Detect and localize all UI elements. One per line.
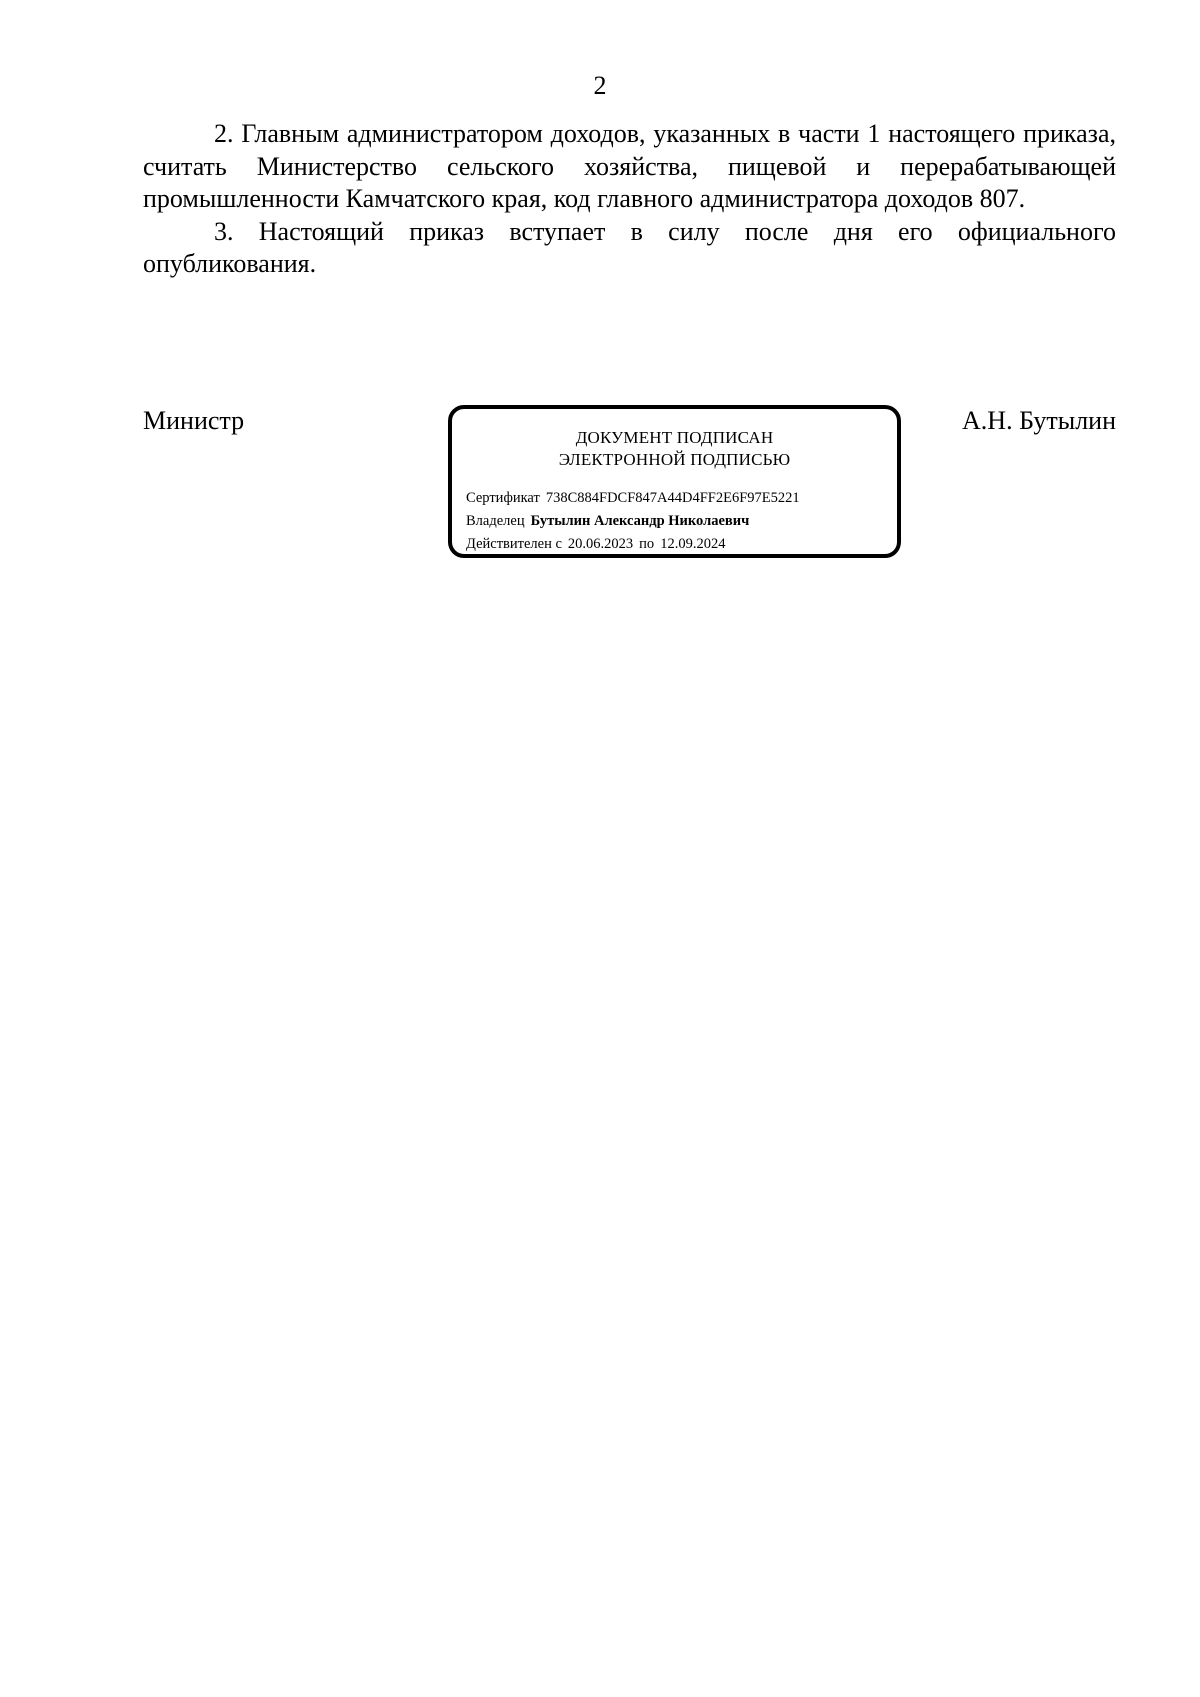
page-number: 2 — [593, 71, 607, 100]
paragraph-3: 3. Настоящий приказ вступает в силу после дня его официального опубликования. — [143, 216, 1116, 278]
signer-name: А.Н. Бутылин — [962, 406, 1116, 435]
paragraph-2: 2. Главным администратором доходов, указанных в части 1 настоящего приказа, считать Министерство сельского хозяйства, пищевой и перерабатывающей промышленности Камчатского края, код главного администратора доходов 807. — [143, 119, 1116, 213]
document-body — [143, 118, 1116, 281]
stamp-title-line-2: ЭЛЕКТРОННОЙ ПОДПИСЬЮ — [558, 450, 791, 469]
signature-block — [143, 405, 1116, 605]
stamp-owner-line — [466, 510, 887, 533]
signer-position: Министр — [143, 406, 245, 435]
electronic-signature-stamp — [448, 405, 901, 558]
valid-to-date: 12.09.2024 — [660, 536, 726, 552]
valid-from-date: 20.06.2023 — [567, 536, 634, 552]
owner-value: Бутылин Александр Николаевич — [530, 513, 750, 529]
stamp-title-line-1: ДОКУМЕНТ ПОДПИСАН — [575, 428, 774, 447]
certificate-value: 738C884FDCF847A44D4FF2E6F97E5221 — [545, 490, 800, 506]
stamp-validity-line — [466, 533, 887, 556]
owner-label: Владелец — [466, 513, 525, 529]
certificate-label: Сертификат — [466, 490, 540, 506]
stamp-title — [452, 427, 897, 471]
valid-from-label: Действителен с — [466, 536, 562, 552]
valid-to-label: по — [639, 536, 655, 552]
stamp-details — [466, 487, 887, 556]
stamp-certificate-line — [466, 487, 887, 510]
